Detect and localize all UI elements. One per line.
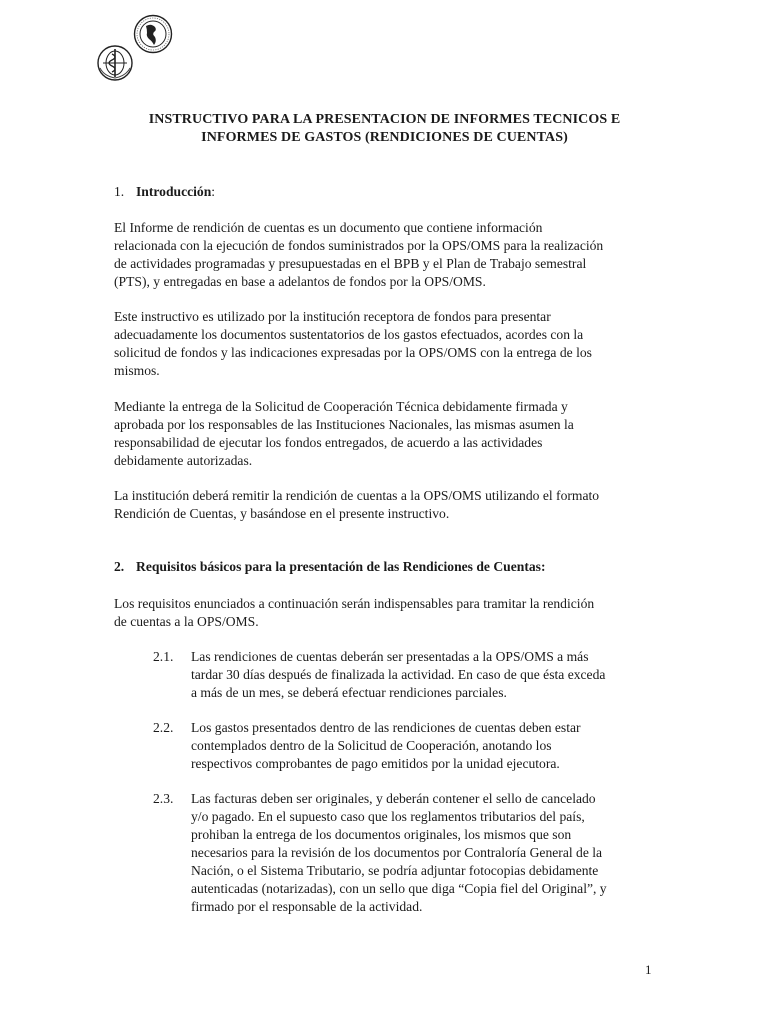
text-line: adecuadamente los documentos sustentatorios de los gastos efectuados, acordes con la — [114, 327, 584, 342]
text-line: de cuentas a la OPS/OMS. — [114, 614, 259, 629]
section-number: 2. — [114, 559, 125, 574]
text-line: solicitud de fondos y las indicaciones expresadas por la OPS/OMS con la entrega de los — [114, 345, 592, 360]
text-line: mismos. — [114, 363, 160, 378]
text-line: a más de un mes, se deberá efectuar rendiciones parciales. — [191, 685, 507, 700]
text-line: contemplados dentro de la Solicitud de Cooperación, anotando los — [191, 738, 552, 753]
text-line: Nación, o el Sistema Tributario, se podría adjuntar fotocopias debidamente — [191, 863, 599, 878]
item-text — [191, 648, 663, 702]
title-line-2: INFORMES DE GASTOS (RENDICIONES DE CUENTAS) — [201, 130, 568, 145]
text-line: firmado por el responsable de la actividad. — [191, 899, 423, 914]
text-line: necesarios para la revisión de los documentos por Contraloría General de la — [191, 845, 603, 860]
text-line: Los gastos presentados dentro de las rendiciones de cuentas deben estar — [191, 720, 581, 735]
text-line: prohiban la entrega de los documentos originales, los mismos que son — [191, 827, 572, 842]
text-line: y/o pagado. En el supuesto caso que los reglamentos tributarios del país, — [191, 809, 585, 824]
paragraph — [114, 595, 659, 631]
section-title: Requisitos básicos para la presentación de las Rendiciones de Cuentas: — [136, 559, 546, 574]
item-number: 2.1. — [153, 649, 174, 664]
text-line: relacionada con la ejecución de fondos suministrados por la OPS/OMS para la realización — [114, 238, 604, 253]
paragraph — [114, 308, 659, 380]
text-line: Las facturas deben ser originales, y deberán contener el sello de cancelado — [191, 791, 596, 806]
text-line: Los requisitos enunciados a continuación serán indispensables para tramitar la rendición — [114, 596, 595, 611]
text-line: aprobada por los responsables de las Instituciones Nacionales, las mismas asumen la — [114, 417, 574, 432]
header-logos — [96, 14, 186, 86]
item-number: 2.2. — [153, 720, 174, 735]
text-line: Mediante la entrega de la Solicitud de Cooperación Técnica debidamente firmada y — [114, 399, 568, 414]
paragraph — [114, 487, 659, 523]
section-2-heading — [114, 558, 545, 576]
item-number: 2.3. — [153, 791, 174, 806]
who-emblem-icon — [96, 44, 134, 82]
section-1-heading — [114, 183, 215, 201]
section-colon: : — [211, 184, 216, 199]
text-line: debidamente autorizadas. — [114, 453, 253, 468]
paragraph — [114, 219, 659, 291]
page-number: 1 — [645, 962, 652, 977]
text-line: Las rendiciones de cuentas deberán ser presentadas a la OPS/OMS a más — [191, 649, 589, 664]
text-line: tardar 30 días después de finalizada la actividad. En caso de que ésta exceda — [191, 667, 606, 682]
text-line: Rendición de Cuentas, y basándose en el presente instructivo. — [114, 506, 450, 521]
text-line: responsabilidad de ejecutar los fondos entregados, de acuerdo a las actividades — [114, 435, 543, 450]
text-line: de actividades programadas y presupuestadas en el BPB y el Plan de Trabajo semestral — [114, 256, 587, 271]
section-number: 1. — [114, 184, 125, 199]
text-line: autenticadas (notarizadas), con un sello que diga “Copia fiel del Original”, y — [191, 881, 607, 896]
text-line: (PTS), y entregadas en base a adelantos de fondos por la OPS/OMS. — [114, 274, 486, 289]
section-title: Introducción — [136, 184, 212, 199]
title-line-1: INSTRUCTIVO PARA LA PRESENTACION DE INFORMES TECNICOS E — [148, 112, 621, 127]
text-line: Este instructivo es utilizado por la institución receptora de fondos para presentar — [114, 309, 551, 324]
item-text — [191, 719, 663, 773]
text-line: El Informe de rendición de cuentas es un documento que contiene información — [114, 220, 543, 235]
item-text — [191, 790, 663, 916]
document-title — [112, 111, 657, 147]
text-line: respectivos comprobantes de pago emitidos por la unidad ejecutora. — [191, 756, 560, 771]
paho-emblem-icon — [133, 14, 173, 54]
paragraph — [114, 398, 659, 470]
text-line: La institución deberá remitir la rendición de cuentas a la OPS/OMS utilizando el formato — [114, 488, 600, 503]
